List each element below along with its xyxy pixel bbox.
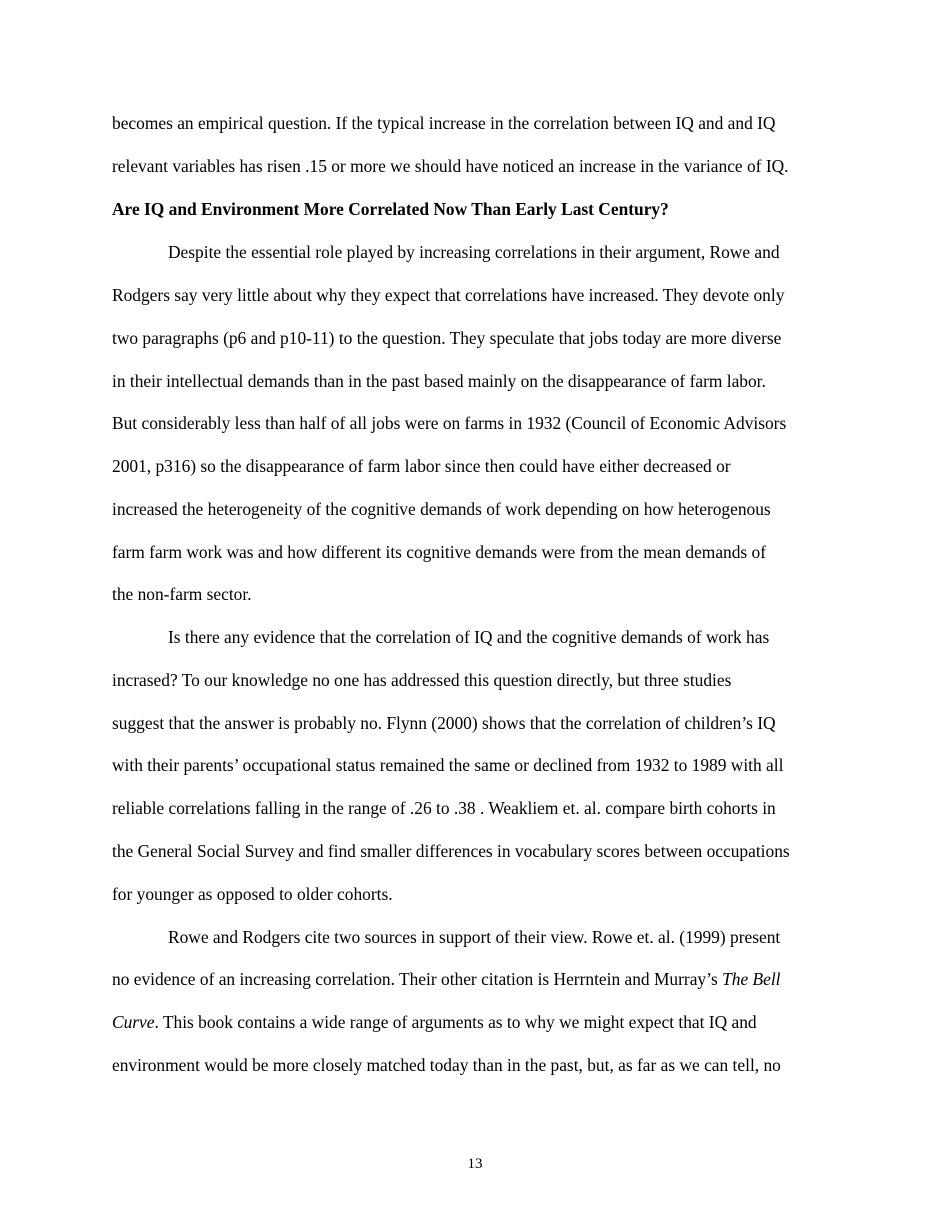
body-text-line: becomes an empirical question. If the typical increase in the correlation between IQ and and IQ [112, 113, 776, 133]
body-text-line: in their intellectual demands than in the past based mainly on the disappearance of farm labor. [112, 371, 766, 391]
text-run: . This book contains a wide range of arguments as to why we might expect that IQ and [154, 1012, 757, 1032]
body-text-line: the General Social Survey and find smaller differences in vocabulary scores between occupations [112, 841, 790, 861]
body-text-line: increased the heterogeneity of the cognitive demands of work depending on how heterogenous [112, 499, 771, 519]
body-text-line [112, 968, 781, 990]
book-title-italic: The Bell [722, 969, 781, 989]
body-text-line: But considerably less than half of all jobs were on farms in 1932 (Council of Economic Advisors [112, 413, 787, 433]
page-number: 13 [467, 1156, 483, 1172]
body-text-line: 2001, p316) so the disappearance of farm labor since then could have either decreased or [112, 456, 731, 476]
body-text-line: relevant variables has risen .15 or more we should have noticed an increase in the variance of IQ. [112, 156, 789, 176]
book-title-italic: Curve [112, 1012, 155, 1032]
body-text-line: reliable correlations falling in the range of .26 to .38 . Weakliem et. al. compare birth cohorts in [112, 798, 776, 818]
body-text-line: the non-farm sector. [112, 584, 252, 604]
body-text-line: Is there any evidence that the correlation of IQ and the cognitive demands of work has [168, 627, 770, 647]
body-text-line: with their parents’ occupational status remained the same or declined from 1932 to 1989 with all [112, 755, 784, 775]
section-heading: Are IQ and Environment More Correlated Now Than Early Last Century? [112, 199, 669, 219]
body-text-line: suggest that the answer is probably no. Flynn (2000) shows that the correlation of children’s IQ [112, 713, 776, 733]
body-text-line: farm farm work was and how different its cognitive demands were from the mean demands of [112, 542, 767, 562]
body-text-line: Rowe and Rodgers cite two sources in support of their view. Rowe et. al. (1999) present [168, 927, 781, 947]
body-text-line: incrased? To our knowledge no one has addressed this question directly, but three studies [112, 670, 732, 690]
body-text-line: for younger as opposed to older cohorts. [112, 884, 393, 904]
body-text-line: Despite the essential role played by increasing correlations in their argument, Rowe and [168, 242, 780, 262]
text-run: no evidence of an increasing correlation. Their other citation is Herrntein and Murray’s [112, 969, 723, 989]
body-text-line: two paragraphs (p6 and p10-11) to the question. They speculate that jobs today are more diverse [112, 328, 782, 348]
body-text-line: environment would be more closely matched today than in the past, but, as far as we can tell, no [112, 1055, 781, 1075]
body-text-line [112, 1011, 757, 1033]
body-text-line: Rodgers say very little about why they expect that correlations have increased. They devote only [112, 285, 785, 305]
